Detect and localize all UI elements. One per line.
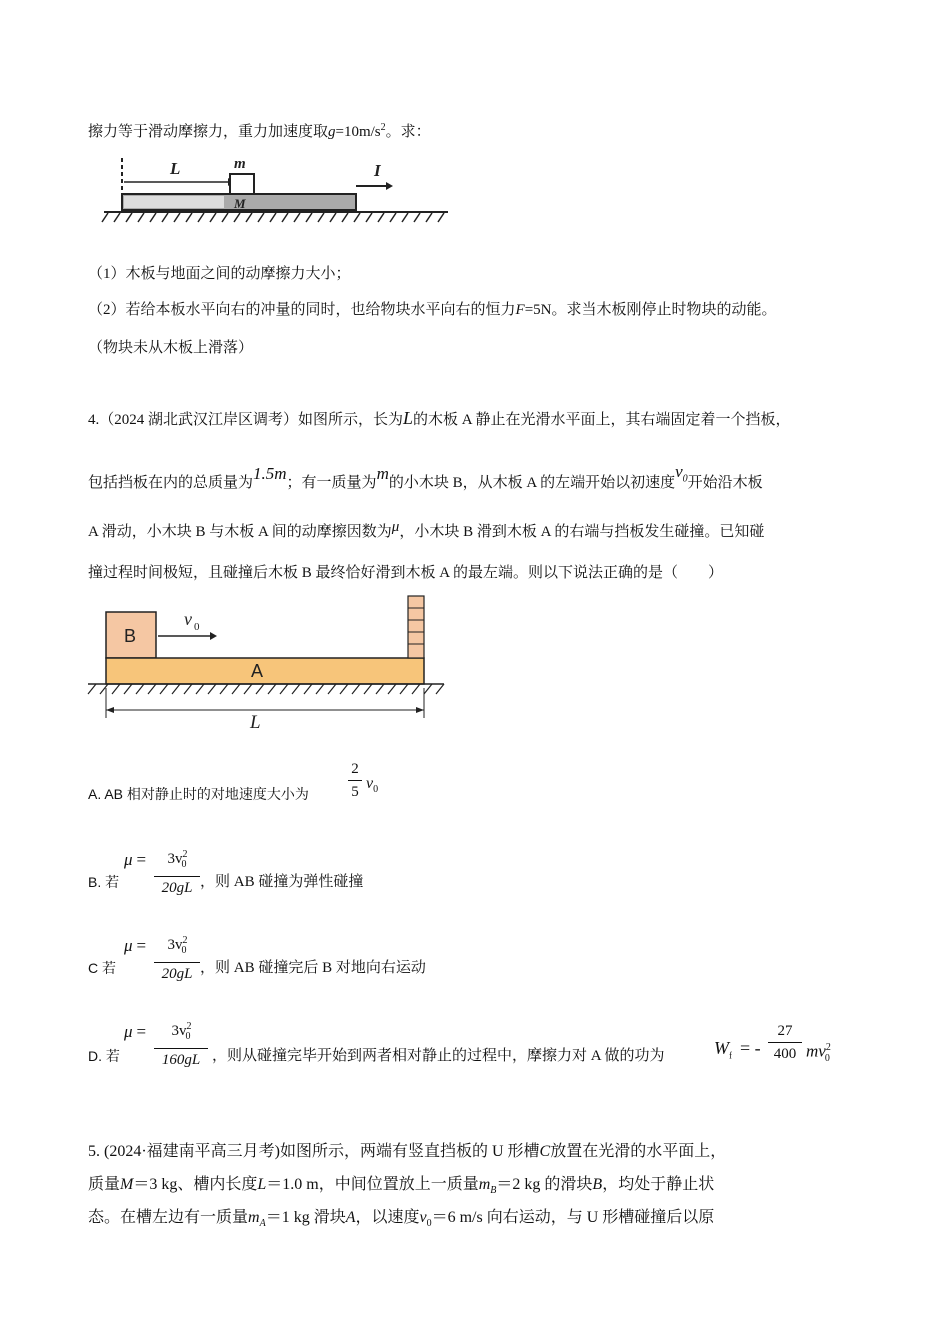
work-symbol: W bbox=[714, 1038, 729, 1058]
fraction-denominator: 20gL bbox=[161, 880, 193, 896]
option-b-tail: ，则 AB 碰撞为弹性碰撞 bbox=[200, 874, 364, 890]
option-a-velocity bbox=[366, 774, 378, 800]
fraction-denominator: 5 bbox=[351, 784, 359, 800]
v-subscript: 0 bbox=[373, 784, 379, 796]
fig2-v-label: v bbox=[184, 609, 192, 629]
option-d-work bbox=[714, 1038, 761, 1066]
p5-mA-subscript: A bbox=[259, 1218, 266, 1230]
p4-mu-symbol: μ bbox=[391, 519, 400, 535]
fig2-v-subscript: 0 bbox=[194, 621, 200, 633]
option-c-fraction bbox=[154, 932, 200, 983]
problem4-line1 bbox=[88, 408, 791, 430]
board-diagram-2 bbox=[86, 592, 448, 734]
option-b-fraction bbox=[154, 846, 200, 897]
fraction-bar bbox=[154, 876, 200, 877]
numerator-text: 3v bbox=[167, 937, 183, 953]
mu-symbol: μ bbox=[124, 936, 133, 955]
v-subscript: 0 bbox=[682, 473, 688, 485]
problem5-line2 bbox=[88, 1175, 714, 1201]
p5-text: ＝6 m/s 向右运动，与 U 形槽碰撞后以原 bbox=[431, 1209, 715, 1226]
option-a[interactable] bbox=[88, 784, 309, 804]
intro-text: 擦力等于滑动摩擦力，重力加速度取 bbox=[88, 124, 329, 140]
p4-text: 4.（2024 湖北武汉江岸区调考）如图所示，长为 bbox=[88, 412, 404, 428]
option-d-prefix: D. 若 bbox=[88, 1048, 120, 1064]
mv-sub: 0 bbox=[824, 1053, 830, 1065]
numerator-sub: 0 bbox=[185, 1031, 191, 1042]
fraction-denominator: 160gL bbox=[161, 1052, 201, 1068]
p4-mass-m: m bbox=[376, 464, 389, 483]
numerator-text: 3v bbox=[167, 851, 183, 867]
problem4-line3 bbox=[88, 519, 765, 542]
fraction-bar bbox=[154, 1048, 208, 1049]
option-c-tail: ，则 AB 碰撞完后 B 对地向右运动 bbox=[200, 960, 426, 976]
p5-mB-subscript: B bbox=[490, 1185, 497, 1197]
problem4-line2 bbox=[88, 462, 763, 499]
option-c-mu bbox=[124, 936, 146, 956]
numerator-sup: 2 bbox=[182, 935, 188, 946]
p4-text: ，小木块 B 滑到木板 A 的右端与挡板发生碰撞。已知碰 bbox=[399, 524, 765, 540]
p5-text: 态。在槽左边有一质量 bbox=[88, 1209, 249, 1226]
board-diagram-1 bbox=[100, 152, 450, 230]
numerator-sup: 2 bbox=[186, 1021, 192, 1032]
option-c[interactable] bbox=[88, 958, 116, 978]
fraction-numerator bbox=[154, 846, 200, 874]
numerator-sub: 0 bbox=[181, 945, 187, 956]
fig2-B-label: B bbox=[124, 626, 137, 646]
p5-text: 放置在光滑的水平面上， bbox=[550, 1143, 727, 1160]
option-a-fraction bbox=[348, 760, 362, 801]
equals-minus: = - bbox=[740, 1038, 761, 1058]
p5-text: ＝1 kg 滑块 bbox=[265, 1209, 346, 1226]
problem4-line4: 撞过程时间极短，且碰撞后木板 B 最终恰好滑到木板 A 的最左端。则以下说法正确的是（ ） bbox=[88, 565, 724, 581]
option-d-fraction bbox=[154, 1018, 208, 1069]
p5-text: ＝1.0 m，中间位置放上一质量 bbox=[266, 1176, 479, 1193]
g-symbol: g bbox=[328, 124, 336, 140]
equals-sign: = bbox=[136, 850, 147, 869]
mv-sup: 2 bbox=[825, 1042, 831, 1053]
option-d-mv bbox=[806, 1038, 830, 1069]
fig2-A-label: A bbox=[251, 661, 264, 681]
option-d-text: ，则从碰撞完毕开始到两者相对静止的过程中，摩擦力对 A 做的功为 bbox=[212, 1048, 665, 1064]
question-2-text: （2）若给本板水平向右的冲量的同时，也给物块水平向右的恒力 bbox=[88, 302, 516, 318]
fraction-bar bbox=[348, 780, 362, 781]
p4-text: 包括挡板在内的总质量为 bbox=[88, 475, 254, 491]
p5-text: ，均处于静止状 bbox=[602, 1176, 715, 1193]
p5-C-symbol: C bbox=[539, 1143, 551, 1160]
p4-mass-total: 1.5m bbox=[253, 464, 287, 483]
work-subscript: f bbox=[729, 1050, 732, 1061]
fig1-I-label: I bbox=[374, 161, 381, 180]
option-c-prefix: C 若 bbox=[88, 960, 116, 976]
fig1-m-label: m bbox=[234, 156, 246, 172]
question-1: （1）木板与地面之间的动摩擦力大小； bbox=[88, 266, 351, 282]
fig1-L-label: L bbox=[170, 159, 181, 178]
p5-v-symbol: v bbox=[419, 1209, 427, 1226]
p5-B-symbol: B bbox=[592, 1176, 603, 1193]
p5-text: ，以速度 bbox=[355, 1209, 420, 1226]
p5-m-symbol: m bbox=[478, 1176, 491, 1193]
p4-L-symbol: L bbox=[403, 408, 414, 428]
option-d-work-fraction bbox=[768, 1022, 802, 1063]
option-a-text: A. AB 相对静止时的对地速度大小为 bbox=[88, 786, 309, 802]
g-value: =10m/s bbox=[335, 124, 381, 140]
fraction-bar bbox=[768, 1042, 802, 1043]
p5-L-symbol: L bbox=[257, 1176, 267, 1193]
fraction-denominator: 400 bbox=[773, 1046, 797, 1062]
option-d[interactable] bbox=[88, 1046, 120, 1066]
p5-M-symbol: M bbox=[120, 1176, 134, 1193]
p5-text: ＝3 kg、槽内长度 bbox=[133, 1176, 258, 1193]
mu-symbol: μ bbox=[124, 1022, 133, 1041]
p4-text: 开始沿木板 bbox=[687, 475, 763, 491]
fig1-M-label: M bbox=[234, 196, 246, 211]
p5-m-symbol: m bbox=[248, 1209, 260, 1226]
p5-text: ＝2 kg 的滑块 bbox=[496, 1176, 593, 1193]
p5-v-subscript: 0 bbox=[426, 1218, 432, 1230]
fraction-numerator bbox=[154, 1018, 208, 1046]
equals-sign: = bbox=[136, 936, 147, 955]
problem5-line1 bbox=[88, 1142, 726, 1162]
p4-text: 的木板 A 静止在光滑水平面上，其右端固定着一个挡板， bbox=[413, 412, 791, 428]
mu-symbol: μ bbox=[124, 850, 133, 869]
numerator-sup: 2 bbox=[182, 849, 188, 860]
p4-text: A 滑动，小木块 B 与木板 A 间的动摩擦因数为 bbox=[88, 524, 392, 540]
p5-A-symbol: A bbox=[345, 1209, 356, 1226]
option-b-prefix: B. 若 bbox=[88, 874, 120, 890]
p4-text: 的小木块 B，从木板 A 的左端开始以初速度 bbox=[388, 475, 676, 491]
fig2-L-label: L bbox=[250, 712, 261, 733]
mv-text: mv bbox=[806, 1041, 826, 1061]
option-b[interactable] bbox=[88, 872, 119, 892]
force-symbol: F bbox=[515, 302, 525, 318]
numerator-text: 3v bbox=[171, 1023, 187, 1039]
intro-tail: 。求： bbox=[385, 124, 431, 140]
p5-text: 5. (2024·福建南平高三月考)如图所示，两端有竖直挡板的 U 形槽 bbox=[88, 1143, 540, 1160]
fraction-numerator bbox=[154, 932, 200, 960]
p4-text: ；有一质量为 bbox=[286, 475, 377, 491]
v-symbol: v bbox=[366, 775, 374, 792]
fraction-numerator: 27 bbox=[777, 1023, 793, 1039]
p4-v0 bbox=[675, 462, 688, 485]
question-2-tail: =5N。求当木板刚停止时物块的动能。 bbox=[524, 302, 777, 318]
v-symbol: v bbox=[675, 462, 683, 481]
fraction-denominator: 20gL bbox=[161, 966, 193, 982]
g-exponent: 2 bbox=[380, 122, 386, 133]
fraction-bar bbox=[154, 962, 200, 963]
option-d-mu bbox=[124, 1022, 146, 1042]
question-2 bbox=[88, 300, 776, 320]
equals-sign: = bbox=[136, 1022, 147, 1041]
problem5-line3 bbox=[88, 1208, 714, 1234]
problem3-intro-line bbox=[88, 118, 431, 142]
question-2-note: （物块未从木板上滑落） bbox=[88, 340, 254, 356]
numerator-sub: 0 bbox=[181, 859, 187, 870]
p5-text: 质量 bbox=[88, 1176, 121, 1193]
fraction-numerator: 2 bbox=[351, 761, 359, 777]
option-b-mu bbox=[124, 850, 146, 870]
